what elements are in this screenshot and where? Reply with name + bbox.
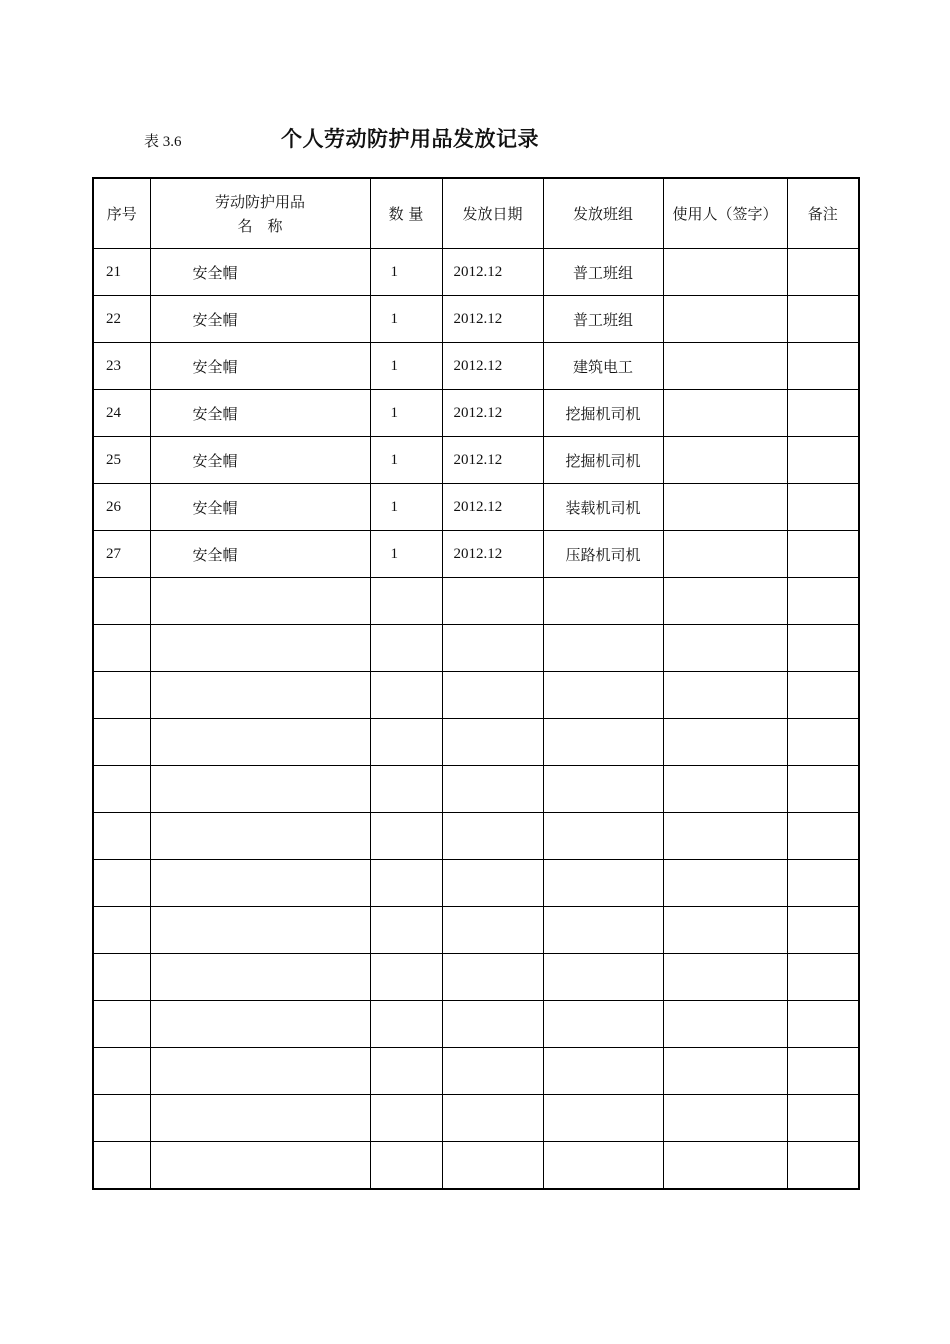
cell-seq	[93, 1001, 150, 1048]
cell-item	[150, 1142, 370, 1190]
cell-team	[543, 719, 663, 766]
cell-quantity	[370, 625, 442, 672]
cell-remark[interactable]	[787, 296, 859, 343]
cell-seq	[93, 719, 150, 766]
cell-date	[442, 766, 543, 813]
cell-date	[442, 672, 543, 719]
cell-user-signature[interactable]	[663, 296, 787, 343]
cell-date: 2012.12	[442, 531, 543, 578]
cell-seq	[93, 954, 150, 1001]
cell-item	[150, 1095, 370, 1142]
cell-remark[interactable]	[787, 813, 859, 860]
cell-quantity: 1	[370, 390, 442, 437]
cell-quantity	[370, 954, 442, 1001]
cell-remark[interactable]	[787, 1095, 859, 1142]
cell-team	[543, 954, 663, 1001]
table-row	[93, 1048, 859, 1095]
cell-remark[interactable]	[787, 578, 859, 625]
cell-item	[150, 766, 370, 813]
cell-remark[interactable]	[787, 954, 859, 1001]
col-header-item	[150, 178, 370, 249]
cell-quantity	[370, 719, 442, 766]
cell-team: 装载机司机	[543, 484, 663, 531]
cell-remark[interactable]	[787, 625, 859, 672]
cell-date: 2012.12	[442, 249, 543, 296]
cell-team	[543, 766, 663, 813]
table-row	[93, 766, 859, 813]
cell-date: 2012.12	[442, 437, 543, 484]
cell-item	[150, 907, 370, 954]
table-row	[93, 1142, 859, 1190]
cell-quantity	[370, 1095, 442, 1142]
table-row	[93, 672, 859, 719]
cell-user-signature[interactable]	[663, 437, 787, 484]
cell-team	[543, 672, 663, 719]
cell-date	[442, 1142, 543, 1190]
cell-remark[interactable]	[787, 1001, 859, 1048]
cell-item	[150, 1048, 370, 1095]
cell-seq: 24	[93, 390, 150, 437]
cell-seq	[93, 625, 150, 672]
cell-remark[interactable]	[787, 719, 859, 766]
cell-date	[442, 907, 543, 954]
cell-team: 普工班组	[543, 296, 663, 343]
cell-seq: 25	[93, 437, 150, 484]
cell-item: 安全帽	[150, 249, 370, 296]
distribution-record-table	[92, 177, 860, 1190]
cell-date	[442, 1048, 543, 1095]
cell-item: 安全帽	[150, 343, 370, 390]
table-row	[93, 1001, 859, 1048]
cell-remark[interactable]	[787, 860, 859, 907]
cell-seq: 23	[93, 343, 150, 390]
table-row	[93, 578, 859, 625]
cell-user-signature[interactable]	[663, 343, 787, 390]
cell-user-signature[interactable]	[663, 1001, 787, 1048]
cell-remark[interactable]	[787, 531, 859, 578]
col-header-quantity: 数 量	[370, 178, 442, 249]
cell-remark[interactable]	[787, 907, 859, 954]
cell-team	[543, 1001, 663, 1048]
cell-item: 安全帽	[150, 531, 370, 578]
header-row	[93, 178, 859, 249]
cell-team: 普工班组	[543, 249, 663, 296]
cell-quantity	[370, 672, 442, 719]
cell-seq	[93, 766, 150, 813]
cell-date	[442, 578, 543, 625]
cell-team: 压路机司机	[543, 531, 663, 578]
table-body	[93, 249, 859, 1190]
cell-team	[543, 1142, 663, 1190]
cell-user-signature[interactable]	[663, 719, 787, 766]
cell-remark[interactable]	[787, 343, 859, 390]
cell-team	[543, 813, 663, 860]
cell-seq: 21	[93, 249, 150, 296]
cell-date: 2012.12	[442, 390, 543, 437]
cell-seq	[93, 860, 150, 907]
cell-quantity: 1	[370, 249, 442, 296]
cell-date	[442, 813, 543, 860]
col-header-item-line1: 劳动防护用品	[214, 192, 305, 211]
cell-item	[150, 954, 370, 1001]
cell-item: 安全帽	[150, 437, 370, 484]
cell-quantity: 1	[370, 343, 442, 390]
cell-date	[442, 719, 543, 766]
cell-quantity	[370, 578, 442, 625]
table-row	[93, 484, 859, 531]
cell-date	[442, 954, 543, 1001]
cell-item	[150, 578, 370, 625]
table-row	[93, 343, 859, 390]
cell-item	[150, 625, 370, 672]
cell-quantity	[370, 907, 442, 954]
table-row	[93, 531, 859, 578]
cell-item	[150, 672, 370, 719]
cell-user-signature[interactable]	[663, 672, 787, 719]
cell-user-signature[interactable]	[663, 1142, 787, 1190]
cell-user-signature[interactable]	[663, 484, 787, 531]
cell-user-signature[interactable]	[663, 625, 787, 672]
cell-seq: 26	[93, 484, 150, 531]
cell-seq	[93, 672, 150, 719]
cell-team: 挖掘机司机	[543, 437, 663, 484]
cell-user-signature[interactable]	[663, 813, 787, 860]
cell-item	[150, 860, 370, 907]
cell-user-signature[interactable]	[663, 1048, 787, 1095]
cell-remark[interactable]	[787, 484, 859, 531]
cell-user-signature[interactable]	[663, 1095, 787, 1142]
table-label: 表 3.6	[144, 134, 182, 150]
cell-remark[interactable]	[787, 249, 859, 296]
col-header-user-signature: 使用人（签字）	[663, 178, 787, 249]
cell-team	[543, 578, 663, 625]
cell-date	[442, 860, 543, 907]
cell-user-signature[interactable]	[663, 249, 787, 296]
cell-quantity	[370, 1048, 442, 1095]
cell-item	[150, 813, 370, 860]
col-header-team: 发放班组	[543, 178, 663, 249]
cell-team: 建筑电工	[543, 343, 663, 390]
cell-seq: 27	[93, 531, 150, 578]
col-header-date: 发放日期	[442, 178, 543, 249]
cell-user-signature[interactable]	[663, 531, 787, 578]
table-row	[93, 390, 859, 437]
cell-quantity	[370, 1142, 442, 1190]
cell-date	[442, 1001, 543, 1048]
cell-user-signature[interactable]	[663, 578, 787, 625]
cell-team	[543, 907, 663, 954]
table-row	[93, 249, 859, 296]
table-row	[93, 954, 859, 1001]
cell-seq	[93, 1142, 150, 1190]
cell-quantity: 1	[370, 484, 442, 531]
cell-quantity: 1	[370, 296, 442, 343]
cell-team	[543, 1048, 663, 1095]
table-row	[93, 437, 859, 484]
cell-quantity	[370, 813, 442, 860]
table-row	[93, 907, 859, 954]
table-row	[93, 813, 859, 860]
cell-remark[interactable]	[787, 390, 859, 437]
cell-user-signature[interactable]	[663, 907, 787, 954]
table-row	[93, 296, 859, 343]
cell-date: 2012.12	[442, 296, 543, 343]
cell-quantity	[370, 766, 442, 813]
cell-remark[interactable]	[787, 1142, 859, 1190]
cell-quantity	[370, 860, 442, 907]
col-header-item-line2: 名 称	[237, 216, 283, 235]
cell-user-signature[interactable]	[663, 954, 787, 1001]
cell-quantity: 1	[370, 531, 442, 578]
cell-remark[interactable]	[787, 437, 859, 484]
cell-remark[interactable]	[787, 1048, 859, 1095]
cell-seq	[93, 1095, 150, 1142]
cell-user-signature[interactable]	[663, 860, 787, 907]
cell-user-signature[interactable]	[663, 766, 787, 813]
table-row	[93, 860, 859, 907]
cell-remark[interactable]	[787, 672, 859, 719]
cell-seq	[93, 907, 150, 954]
cell-quantity: 1	[370, 437, 442, 484]
cell-item	[150, 1001, 370, 1048]
table-row	[93, 1095, 859, 1142]
cell-team	[543, 860, 663, 907]
cell-remark[interactable]	[787, 766, 859, 813]
cell-seq: 22	[93, 296, 150, 343]
cell-team	[543, 1095, 663, 1142]
col-header-remark: 备注	[787, 178, 859, 249]
table-row	[93, 719, 859, 766]
cell-date: 2012.12	[442, 484, 543, 531]
cell-date	[442, 625, 543, 672]
cell-item: 安全帽	[150, 296, 370, 343]
cell-seq	[93, 578, 150, 625]
cell-date: 2012.12	[442, 343, 543, 390]
cell-date	[442, 1095, 543, 1142]
cell-user-signature[interactable]	[663, 390, 787, 437]
cell-seq	[93, 1048, 150, 1095]
cell-item	[150, 719, 370, 766]
cell-team: 挖掘机司机	[543, 390, 663, 437]
cell-quantity	[370, 1001, 442, 1048]
cell-item: 安全帽	[150, 484, 370, 531]
cell-item: 安全帽	[150, 390, 370, 437]
col-header-seq: 序号	[93, 178, 150, 249]
cell-seq	[93, 813, 150, 860]
table-row	[93, 625, 859, 672]
page-title: 个人劳动防护用品发放记录	[281, 127, 539, 151]
cell-team	[543, 625, 663, 672]
